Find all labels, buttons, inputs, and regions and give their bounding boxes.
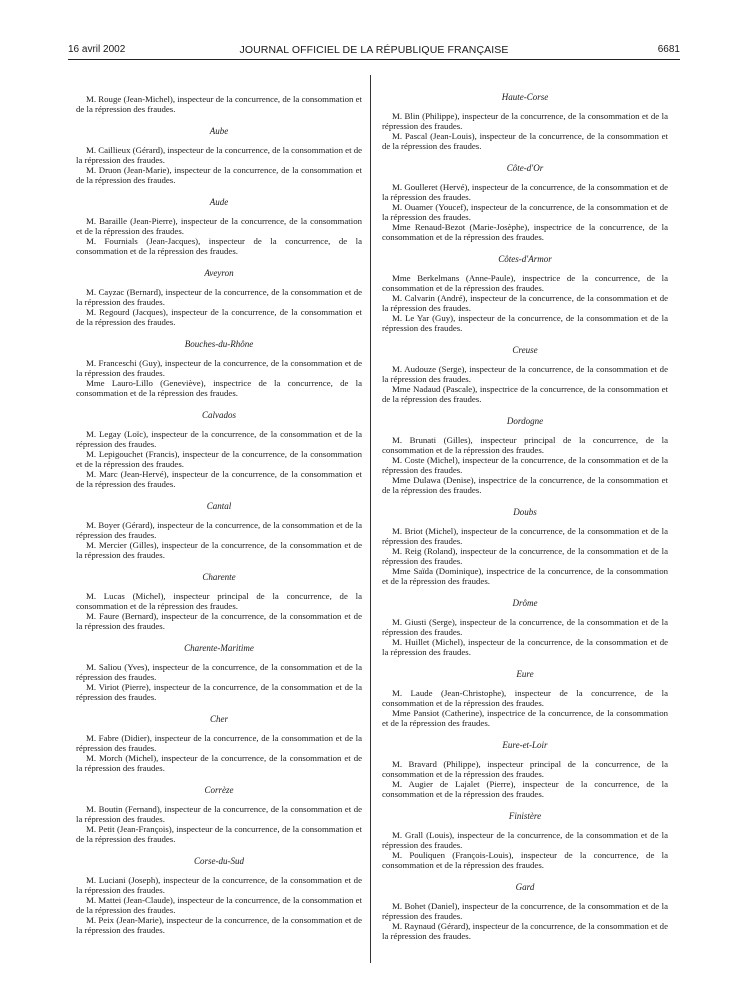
appointment-entry: M. Saliou (Yves), inspecteur de la concurrence, de la consommation et de la répression des fraudes. <box>76 662 362 682</box>
column-divider <box>370 75 371 963</box>
appointment-entry: M. Raynaud (Gérard), inspecteur de la concurrence, de la consommation et de la répression des fraudes. <box>382 921 668 941</box>
appointment-entry: M. Franceschi (Guy), inspecteur de la concurrence, de la consommation et de la répression des fraudes. <box>76 358 362 378</box>
appointment-entry: M. Viriot (Pierre), inspecteur de la concurrence, de la consommation et de la répression des fraudes. <box>76 682 362 702</box>
appointment-entry: M. Lepigouchet (Francis), inspecteur de la concurrence, de la consommation et de la répression des fraudes. <box>76 449 362 469</box>
header-rule <box>68 59 680 60</box>
left-column <box>76 94 362 935</box>
appointment-entry: Mme Saïda (Dominique), inspectrice de la concurrence, de la consommation et de la répression des fraudes. <box>382 566 668 586</box>
department-section <box>382 811 668 870</box>
department-title: Charente-Maritime <box>184 643 254 653</box>
issue-date: 16 avril 2002 <box>68 44 126 55</box>
department-section <box>76 126 362 185</box>
department-section <box>382 882 668 941</box>
page-number: 6681 <box>657 44 680 55</box>
appointment-entry: M. Laude (Jean-Christophe), inspecteur de la concurrence, de la consommation et de la répression des fraudes. <box>382 688 668 708</box>
department-section <box>76 501 362 560</box>
appointment-entry: M. Druon (Jean-Marie), inspecteur de la concurrence, de la consommation et de la répression des fraudes. <box>76 165 362 185</box>
right-column <box>382 92 668 941</box>
appointment-entry: M. Brunati (Gilles), inspecteur principal de la concurrence, de la consommation et de la répression des fraudes. <box>382 435 668 455</box>
department-title: Aude <box>209 197 229 207</box>
appointment-entry: M. Faure (Bernard), inspecteur de la concurrence, de la consommation et de la répression des fraudes. <box>76 611 362 631</box>
department-title: Corse-du-Sud <box>194 856 244 866</box>
department-title: Calvados <box>201 410 236 420</box>
department-section <box>76 197 362 256</box>
department-section <box>76 268 362 327</box>
appointment-entry: M. Calvarin (André), inspecteur de la concurrence, de la consommation et de la répression des fraudes. <box>382 293 668 313</box>
appointment-entry: M. Mattei (Jean-Claude), inspecteur de la concurrence, de la consommation et de la répression des fraudes. <box>76 895 362 915</box>
department-title: Charente <box>202 572 236 582</box>
department-title: Aveyron <box>204 268 234 278</box>
department-title: Côte-d'Or <box>506 163 544 173</box>
department-title: Dordogne <box>506 416 544 426</box>
appointment-entry: M. Caillieux (Gérard), inspecteur de la concurrence, de la consommation et de la répression des fraudes. <box>76 145 363 165</box>
department-title: Drôme <box>512 598 538 608</box>
department-title: Gard <box>515 882 535 892</box>
department-section <box>76 94 362 114</box>
appointment-entry: M. Lucas (Michel), inspecteur principal de la concurrence, de la consommation et de la répression des fraudes. <box>76 591 362 611</box>
department-section <box>76 785 362 844</box>
department-section <box>76 643 362 702</box>
appointment-entry: M. Rouge (Jean-Michel), inspecteur de la concurrence, de la consommation et de la répression des fraudes. <box>76 94 362 114</box>
department-section <box>76 572 362 631</box>
appointment-entry: M. Regourd (Jacques), inspecteur de la concurrence, de la consommation et de la répression des fraudes. <box>76 307 362 327</box>
appointment-entry: M. Mercier (Gilles), inspecteur de la concurrence, de la consommation et de la répression des fraudes. <box>76 540 362 560</box>
department-section <box>382 669 668 728</box>
appointment-entry: M. Petit (Jean-François), inspecteur de la concurrence, de la consommation et de la répression des fraudes. <box>76 824 362 844</box>
department-section <box>382 416 668 495</box>
appointment-entry: M. Boutin (Fernand), inspecteur de la concurrence, de la consommation et de la répression des fraudes. <box>76 804 362 824</box>
department-title: Corrèze <box>204 785 234 795</box>
journal-title: JOURNAL OFFICIEL DE LA RÉPUBLIQUE FRANÇAISE <box>239 44 509 56</box>
appointment-entry: M. Cayzac (Bernard), inspecteur de la concurrence, de la consommation et de la répression des fraudes. <box>76 287 362 307</box>
appointment-entry: M. Marc (Jean-Hervé), inspecteur de la concurrence, de la consommation et de la répression des fraudes. <box>76 469 362 489</box>
appointment-entry: M. Huillet (Michel), inspecteur de la concurrence, de la consommation et de la répression des fraudes. <box>382 637 668 657</box>
appointment-entry: M. Augier de Lajalet (Pierre), inspecteur de la concurrence, de la consommation et de la répression des fraudes. <box>382 779 668 799</box>
appointment-entry: Mme Dulawa (Denise), inspectrice de la concurrence, de la consommation et de la répression des fraudes. <box>382 475 668 495</box>
appointment-entry: M. Coste (Michel), inspecteur de la concurrence, de la consommation et de la répression des fraudes. <box>382 455 668 475</box>
department-section <box>382 598 668 657</box>
department-section <box>382 254 668 333</box>
department-section <box>76 714 362 773</box>
appointment-entry: M. Grall (Louis), inspecteur de la concurrence, de la consommation et de la répression des fraudes. <box>382 830 668 850</box>
appointment-entry: M. Fournials (Jean-Jacques), inspecteur de la concurrence, de la consommation et de la répression des fraudes. <box>76 236 362 256</box>
appointment-entry: M. Blin (Philippe), inspecteur de la concurrence, de la consommation et de la répression des fraudes. <box>382 111 668 131</box>
appointment-entry: M. Audouze (Serge), inspecteur de la concurrence, de la consommation et de la répression des fraudes. <box>382 364 668 384</box>
appointment-entry: M. Peix (Jean-Marie), inspecteur de la concurrence, de la consommation et de la répression des fraudes. <box>76 915 362 935</box>
department-title: Eure <box>516 669 534 679</box>
appointment-entry: Mme Pansiot (Catherine), inspectrice de la concurrence, de la consommation et de la répression des fraudes. <box>382 708 668 728</box>
department-section <box>382 163 668 242</box>
appointment-entry: Mme Nadaud (Pascale), inspectrice de la concurrence, de la consommation et de la répression des fraudes. <box>382 384 668 404</box>
department-title: Côtes-d'Armor <box>498 254 552 264</box>
department-section <box>76 339 362 398</box>
appointment-entry: M. Reig (Roland), inspecteur de la concurrence, de la consommation et de la répression des fraudes. <box>382 546 668 566</box>
appointment-entry: M. Fabre (Didier), inspecteur de la concurrence, de la consommation et de la répression des fraudes. <box>76 733 362 753</box>
appointment-entry: M. Morch (Michel), inspecteur de la concurrence, de la consommation et de la répression des fraudes. <box>76 753 362 773</box>
department-section <box>382 507 668 586</box>
appointment-entry: M. Baraille (Jean-Pierre), inspecteur de la concurrence, de la consommation et de la répression des fraudes. <box>76 216 362 236</box>
appointment-entry: M. Bohet (Daniel), inspecteur de la concurrence, de la consommation et de la répression des fraudes. <box>382 901 668 921</box>
department-section <box>76 410 362 489</box>
department-title: Doubs <box>513 507 537 517</box>
department-section <box>382 92 668 151</box>
appointment-entry: M. Bravard (Philippe), inspecteur principal de la concurrence, de la consommation et de la répression des fraudes. <box>382 759 668 779</box>
appointment-entry: M. Boyer (Gérard), inspecteur de la concurrence, de la consommation et de la répression des fraudes. <box>76 520 362 540</box>
department-section <box>382 345 668 404</box>
appointment-entry: Mme Berkelmans (Anne-Paule), inspectrice de la concurrence, de la consommation et de la répression des fraudes. <box>382 273 668 293</box>
appointment-entry: M. Giusti (Serge), inspecteur de la concurrence, de la consommation et de la répression des fraudes. <box>382 617 668 637</box>
department-section <box>382 740 668 799</box>
appointment-entry: M. Le Yar (Guy), inspecteur de la concurrence, de la consommation et de la répression des fraudes. <box>382 313 668 333</box>
department-title: Finistère <box>508 811 542 821</box>
appointment-entry: M. Pouliquen (François-Louis), inspecteur de la concurrence, de la consommation et de la répression des fraudes. <box>382 850 668 870</box>
appointment-entry: M. Pascal (Jean-Louis), inspecteur de la concurrence, de la consommation et de la répression des fraudes. <box>382 131 668 151</box>
department-title: Cher <box>210 714 228 724</box>
appointment-entry: Mme Lauro-Lillo (Geneviève), inspectrice de la concurrence, de la consommation et de la répression des fraudes. <box>76 378 362 398</box>
department-title: Cantal <box>206 501 232 511</box>
appointment-entry: M. Luciani (Joseph), inspecteur de la concurrence, de la consommation et de la répression des fraudes. <box>76 875 362 895</box>
department-section <box>76 856 362 935</box>
department-title: Creuse <box>512 345 538 355</box>
department-title: Eure-et-Loir <box>502 740 548 750</box>
appointment-entry: M. Goulleret (Hervé), inspecteur de la concurrence, de la consommation et de la répression des fraudes. <box>382 182 668 202</box>
department-title: Haute-Corse <box>501 92 549 102</box>
appointment-entry: Mme Renaud-Bezot (Marie-Josèphe), inspectrice de la concurrence, de la consommation et de la répression des fraudes. <box>382 222 668 242</box>
department-title: Aube <box>209 126 229 136</box>
appointment-entry: M. Legay (Loïc), inspecteur de la concurrence, de la consommation et de la répression des fraudes. <box>76 429 362 449</box>
department-title: Bouches-du-Rhône <box>184 339 254 349</box>
appointment-entry: M. Ouamer (Youcef), inspecteur de la concurrence, de la consommation et de la répression des fraudes. <box>382 202 668 222</box>
page-header <box>68 44 680 58</box>
appointment-entry: M. Briot (Michel), inspecteur de la concurrence, de la consommation et de la répression des fraudes. <box>382 526 668 546</box>
